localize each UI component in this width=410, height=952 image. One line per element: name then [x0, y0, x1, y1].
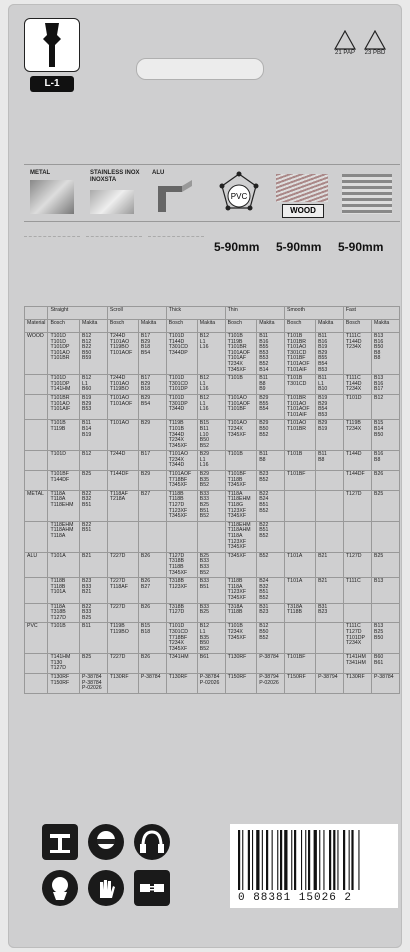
material-label: STAINLESS INOX INOXSTA — [90, 170, 140, 183]
blade-code-cell: T111C T144D T234X — [343, 375, 371, 395]
group-scroll: Scroll — [107, 307, 166, 320]
blade-code-cell: B21 — [316, 578, 344, 603]
blade-code-cell: T101B — [285, 451, 316, 471]
blade-code-cell: T227D T118AF — [107, 578, 138, 603]
blade-code-cell: T118B T118A T123XF T345XF — [225, 578, 257, 603]
blade-code-cell: B15 B18 — [138, 623, 166, 654]
blade-code-cell: B11 B8 — [316, 451, 344, 471]
blade-code-cell — [166, 521, 197, 552]
blade-code-cell: T345XF — [225, 552, 257, 577]
blade-code-cell: B29 B50 B52 — [257, 420, 285, 451]
recycle-number: 21 — [335, 50, 342, 56]
material-label: PVC — [230, 192, 248, 201]
blade-code-cell: P-38794 — [316, 674, 344, 694]
blade-code-cell: B13 — [372, 578, 400, 603]
blade-code-cell — [316, 521, 344, 552]
blade-code-cell: B19 B29 B54 B53 — [316, 394, 344, 419]
barcode-bars — [238, 830, 390, 890]
blade-code-cell: B23 B33 B21 — [80, 578, 108, 603]
brand-header: Bosch — [107, 320, 138, 333]
blade-code-cell: B31 B23 — [316, 603, 344, 623]
blade-code-cell: B17 B29 B18 B54 — [138, 333, 166, 375]
blade-code-cell — [138, 521, 166, 552]
blade-code-cell: T101BF T118B T345XF — [225, 471, 257, 491]
blade-code-cell: T150RF — [225, 674, 257, 694]
blade-code-cell: T101D T301CD T718BF T234X T345XF — [166, 623, 197, 654]
blade-code-cell: T318B T127D — [166, 603, 197, 623]
blade-code-cell: B12 L1 B60 — [80, 375, 108, 395]
recycle-pbd — [360, 30, 390, 56]
blade-code-cell — [343, 521, 371, 552]
material-cell — [25, 420, 48, 451]
barcode-bar — [277, 830, 278, 890]
barcode-bar — [337, 830, 338, 890]
blade-code-cell — [372, 521, 400, 552]
barcode-bar — [308, 830, 310, 890]
jigsaw-blade-icon — [25, 19, 79, 71]
blade-code-cell: B16 B8 — [372, 451, 400, 471]
material-cell — [25, 521, 48, 552]
blade-code-cell: T130RF T150RF — [48, 674, 80, 694]
blade-code-cell: B25 — [372, 490, 400, 521]
blade-code-cell: B11 L1 B10 — [316, 375, 344, 395]
blade-code-cell: B26 — [372, 471, 400, 491]
barcode-bar — [333, 830, 335, 890]
blade-code-cell: B33 B51 — [197, 578, 225, 603]
material-label: ALU — [152, 170, 165, 176]
material-cell — [25, 654, 48, 674]
brand-header-row — [25, 320, 400, 333]
barcode-bar — [238, 830, 240, 890]
blade-code-cell: B21 — [316, 552, 344, 577]
blade-code-cell — [316, 654, 344, 674]
blade-code-cell: B29 B19 — [316, 420, 344, 451]
blade-code-cell: T119B T234X — [343, 420, 371, 451]
blade-code-cell: B33 B25 — [197, 603, 225, 623]
blade-code-cell: T318A T118B — [225, 603, 257, 623]
blade-code-cell: P-38784 — [372, 674, 400, 694]
blade-code-cell: B29 — [138, 471, 166, 491]
blade-code-cell — [285, 623, 316, 654]
blade-code-cell: T127D — [343, 490, 371, 521]
blade-code-cell: B11 B8 B9 — [257, 375, 285, 395]
blade-code-cell: T101B T101BR T101AO T301CD T101BF T101AOF T101AIF — [285, 333, 316, 375]
stainless-swatch — [90, 190, 134, 214]
table-row — [25, 471, 400, 491]
barcode-bar — [280, 830, 282, 890]
blade-code-cell: T101B — [225, 375, 257, 395]
blade-code-cell: B60 B61 — [372, 654, 400, 674]
blade-code-cell — [285, 521, 316, 552]
blade-code-cell: T130RF — [343, 674, 371, 694]
blade-code-cell: T144D — [343, 451, 371, 471]
blade-code-cell: B19 B29 B53 — [80, 394, 108, 419]
blade-code-cell: T101BR T101AO T101AOF T101AIF — [285, 394, 316, 419]
recycle-triangle-icon — [334, 30, 356, 50]
model-code: L-1 — [30, 76, 74, 92]
blade-code-cell: T101B T301CD — [285, 375, 316, 395]
dust-mask-icon — [42, 870, 78, 906]
blade-code-cell: T119B T101B T344D T234X T345XF — [166, 420, 197, 451]
blade-code-cell: T227D — [107, 552, 138, 577]
blade-code-cell: T130RF — [107, 674, 138, 694]
wood-swatch — [276, 174, 328, 202]
blade-code-cell: B12 L1 L16 — [197, 333, 225, 375]
blade-code-cell: B33 B33 B25 B51 B52 — [197, 490, 225, 521]
blade-code-cell: B31 B23 — [257, 603, 285, 623]
blade-code-cell: T101AOF T718BF T345XF — [166, 471, 197, 491]
blade-code-cell: T118EHM T118AHM T118A — [48, 521, 80, 552]
material-label: WOOD — [282, 204, 324, 218]
blade-code-cell — [285, 490, 316, 521]
blade-code-cell: T341HM — [166, 654, 197, 674]
blade-code-cell: T101BR T101AO T101AIF — [48, 394, 80, 419]
blade-code-cell: B25 — [80, 471, 108, 491]
unplug-icon — [134, 870, 170, 906]
blade-code-cell: B25 — [372, 552, 400, 577]
brand-header: Makita — [257, 320, 285, 333]
blade-code-cell: T141HM T130 T127D — [48, 654, 80, 674]
barcode-bar — [305, 830, 306, 890]
blade-slot — [86, 236, 142, 277]
blade-code-cell: P-38784 — [257, 654, 285, 674]
recycle-label: PAP — [343, 50, 355, 56]
blade-code-cell: T101B — [225, 451, 257, 471]
blade-code-cell: B12 L1 B35 B50 B52 — [197, 623, 225, 654]
blade-code-cell — [316, 471, 344, 491]
blade-slot — [148, 236, 204, 277]
blade-code-cell: P-38784 P-02026 — [197, 674, 225, 694]
barcode-bar — [314, 830, 317, 890]
group-fast: Fast — [343, 307, 399, 320]
blister-card — [8, 4, 402, 948]
blade-code-cell: T227D — [107, 654, 138, 674]
laminate-swatch — [342, 174, 392, 214]
table-row — [25, 420, 400, 451]
blade-code-cell — [107, 521, 138, 552]
brand-header: Makita — [80, 320, 108, 333]
brand-header: Bosch — [225, 320, 257, 333]
material-alu — [148, 168, 206, 218]
blade-code-cell: T118B T118B T127D T123XF T345XF — [166, 490, 197, 521]
material-cell — [25, 578, 48, 603]
table-row — [25, 490, 400, 521]
blade-code-cell: B29 — [138, 420, 166, 451]
safety-eye — [88, 824, 124, 860]
blade-code-cell: B13 B16 B17 — [372, 375, 400, 395]
barcode-bar — [351, 830, 353, 890]
table-row — [25, 654, 400, 674]
table-row — [25, 578, 400, 603]
table-row — [25, 674, 400, 694]
blade-code-cell: B15 B11 L10 B50 B52 — [197, 420, 225, 451]
blade-code-cell: B25 B33 B33 B52 — [197, 552, 225, 577]
blade-code-cell: B12 — [372, 394, 400, 419]
barcode-bar — [284, 830, 287, 890]
blade-code-cell: T101D — [48, 451, 80, 471]
blade-code-cell: B26 B27 — [138, 578, 166, 603]
blade-code-cell: B22 B33 B25 — [80, 603, 108, 623]
barcode-bar — [262, 830, 263, 890]
material-label: METAL — [30, 170, 51, 176]
material-cell: METAL — [25, 490, 48, 521]
blade-code-cell — [316, 490, 344, 521]
brand-header: Makita — [316, 320, 344, 333]
brand-header: Bosch — [285, 320, 316, 333]
blade-code-cell: T101D T301CD T101DP — [166, 375, 197, 395]
blade-code-cell: T101BF — [285, 654, 316, 674]
blade-code-cell: B26 — [138, 603, 166, 623]
blade-code-cell: T101AO T101BR — [285, 420, 316, 451]
material-cell — [25, 603, 48, 623]
blade-code-cell: B12 — [80, 451, 108, 471]
blade-code-cell: T101D T144D T301CD T344DP — [166, 333, 197, 375]
blade-code-cell: B25 — [80, 654, 108, 674]
blade-code-cell: B23 B52 — [257, 471, 285, 491]
table-row — [25, 552, 400, 577]
blade-code-cell: T118A T118A T118EHM — [48, 490, 80, 521]
blade-code-cell: B21 — [80, 552, 108, 577]
blade-code-cell — [372, 603, 400, 623]
blade-code-cell: T127D — [343, 552, 371, 577]
material-cell — [25, 451, 48, 471]
blade-code-cell: T101A — [285, 552, 316, 577]
table-row — [25, 394, 400, 419]
table-body — [25, 333, 400, 694]
material-cell: ALU — [25, 552, 48, 577]
blade-code-cell: B61 — [197, 654, 225, 674]
blade-slot — [24, 236, 80, 277]
blade-code-cell: T111C T144D T234X — [343, 333, 371, 375]
barcode-bar — [266, 830, 268, 890]
barcode — [230, 824, 398, 908]
blade-code-cell: B22 B24 B51 B52 — [257, 490, 285, 521]
safety-unplug — [134, 870, 170, 906]
blade-code-cell: T144DF — [343, 471, 371, 491]
safety-gloves — [88, 870, 124, 906]
barcode-bar — [252, 830, 253, 890]
blade-code-cell: T101D T101D T101DP T101AO T101BR — [48, 333, 80, 375]
workpiece-clamp-icon — [42, 824, 78, 860]
blade-code-cell: P-38784 — [138, 674, 166, 694]
blade-code-cell: T101A — [48, 552, 80, 577]
blade-code-cell: B17 — [138, 451, 166, 471]
blade-code-cell: T111C T127D T101DP T234X — [343, 623, 371, 654]
blade-code-cell: B24 B32 B51 B52 — [257, 578, 285, 603]
barcode-bar — [294, 830, 296, 890]
blade-code-cell: T101AO T234X T344D — [166, 451, 197, 471]
blade-code-cell: T141HM T341HM — [343, 654, 371, 674]
blade-code-cell: T101D T101DP T141HM — [48, 375, 80, 395]
barcode-bar — [319, 830, 320, 890]
cut-depth-wood: 5-90mm — [276, 240, 322, 254]
material-cell — [25, 394, 48, 419]
blade-code-cell: T244D — [107, 451, 138, 471]
blade-code-cell: T130RF — [225, 654, 257, 674]
blade-code-cell: T101B T234X T345XF — [225, 623, 257, 654]
barcode-bar — [301, 830, 302, 890]
barcode-bar — [248, 830, 250, 890]
blade-code-cell — [197, 521, 225, 552]
blade-code-cell: T118EHM T118AHM T118A T123XF T345XF — [225, 521, 257, 552]
blade-code-cell: B11 B16 B55 B53 B53 B52 B14 — [257, 333, 285, 375]
brand-header: Material — [25, 320, 48, 333]
gloves-icon — [88, 870, 124, 906]
blade-code-cell: T150RF — [285, 674, 316, 694]
blade-code-cell: T244D T101AO T119BO T101AOF — [107, 333, 138, 375]
recycle-number: 23 — [364, 50, 372, 56]
blade-code-cell: T118B T118B T101A — [48, 578, 80, 603]
blade-code-cell: B12 L1 L16 — [197, 394, 225, 419]
eye-protection-icon — [88, 824, 124, 860]
blade-code-cell: B11 B14 B19 — [80, 420, 108, 451]
blade-code-cell: P-38794 P-02026 — [257, 674, 285, 694]
blade-code-cell: T227D — [107, 603, 138, 623]
blade-code-cell: T118A T318B T127D — [48, 603, 80, 623]
blade-code-cell: T318B T123XF — [166, 578, 197, 603]
group-header-row — [25, 307, 400, 320]
blade-code-cell: B12 L1 L16 — [197, 375, 225, 395]
ear-protection-icon — [134, 824, 170, 860]
blade-code-cell: T101BF T144DF — [48, 471, 80, 491]
blade-code-cell: T101AO T101AOF T101BF — [225, 394, 257, 419]
cut-depth-laminate: 5-90mm — [338, 240, 384, 254]
blade-code-cell: B52 — [257, 552, 285, 577]
recycle-pap — [330, 30, 360, 56]
blade-code-cell: T118AF T218A — [107, 490, 138, 521]
safety-ear — [134, 824, 170, 860]
blade-code-cell: P-38784 P-38784 P-02026 — [80, 674, 108, 694]
blade-code-cell: T244D T101AO T119BO — [107, 375, 138, 395]
blade-code-cell: B22 B51 — [80, 521, 108, 552]
barcode-bar — [329, 830, 331, 890]
barcode-bar — [343, 830, 345, 890]
blade-code-cell: B22 B51 B52 — [257, 521, 285, 552]
blade-code-cell: B29 B35 B52 — [197, 471, 225, 491]
blade-code-cell: T101D T301DP T344D — [166, 394, 197, 419]
safety-mask — [42, 870, 78, 906]
blade-code-cell: T101AO T234X T345XF — [225, 420, 257, 451]
barcode-bar — [291, 830, 292, 890]
blade-code-cell: T101B T119B T101BR T101AOF T101AF T234X T345XF — [225, 333, 257, 375]
blade-code-cell: B12 B12 B22 B50 B59 — [80, 333, 108, 375]
group-thick: Thick — [166, 307, 225, 320]
blade-code-cell: B13 B25 B50 — [372, 623, 400, 654]
blade-code-cell: T130RF — [166, 674, 197, 694]
table-row — [25, 375, 400, 395]
blade-code-cell: T144DF — [107, 471, 138, 491]
table-row — [25, 521, 400, 552]
material-laminate — [338, 168, 398, 218]
material-metal — [26, 168, 82, 218]
blade-code-cell: T318A T118B — [285, 603, 316, 623]
group-smooth: Smooth — [285, 307, 344, 320]
barcode-bar — [242, 830, 243, 890]
barcode-bar — [358, 830, 359, 890]
brand-header: Bosch — [343, 320, 371, 333]
group-straight: Straight — [48, 307, 107, 320]
table-row — [25, 623, 400, 654]
blade-code-cell: B11 B16 B19 B29 B55 B54 B53 — [316, 333, 344, 375]
recycle-triangle-icon — [364, 30, 386, 50]
blade-code-cell: T101BF — [285, 471, 316, 491]
blade-code-cell: B15 B14 B50 — [372, 420, 400, 451]
compatibility-table — [24, 306, 400, 694]
material-stainless — [86, 168, 144, 218]
material-cell: PVC — [25, 623, 48, 654]
alu-profile-icon — [152, 178, 202, 218]
table-row — [25, 603, 400, 623]
blade-code-cell: T119B T119BO — [107, 623, 138, 654]
blade-code-cell: B13 B16 B50 B8 B8 — [372, 333, 400, 375]
brand-header: Bosch — [48, 320, 80, 333]
material-cell: WOOD — [25, 333, 48, 375]
blade-code-cell: T101AO — [107, 420, 138, 451]
blade-code-cell: T127D T318B T118B T345XF — [166, 552, 197, 577]
pvc-molecule-icon — [214, 170, 264, 218]
blade-code-cell: B27 — [138, 490, 166, 521]
blade-code-cell: B22 B32 B51 — [80, 490, 108, 521]
blade-code-cell: B17 B29 B18 — [138, 375, 166, 395]
metal-swatch — [30, 180, 74, 214]
blade-code-cell: B29 L1 L16 — [197, 451, 225, 471]
brand-header: Makita — [197, 320, 225, 333]
brand-header: Makita — [372, 320, 400, 333]
barcode-bar — [349, 830, 350, 890]
blade-shank-logo — [24, 18, 80, 72]
barcode-bar — [272, 830, 273, 890]
blade-code-cell: B26 — [138, 552, 166, 577]
blade-code-cell: T111C — [343, 578, 371, 603]
brand-header: Makita — [138, 320, 166, 333]
blade-code-cell: T118A T118EHM T118G T123XF T345XF — [225, 490, 257, 521]
material-cell — [25, 674, 48, 694]
barcode-bar — [256, 830, 259, 890]
blade-code-cell: B12 B50 B52 — [257, 623, 285, 654]
material-cell — [25, 375, 48, 395]
safety-clamp — [42, 824, 78, 860]
blade-code-cell: T101A — [285, 578, 316, 603]
material-wood — [272, 168, 334, 218]
table-row — [25, 451, 400, 471]
table-row — [25, 333, 400, 375]
blade-code-cell — [316, 623, 344, 654]
blade-code-cell — [343, 603, 371, 623]
blade-code-cell: T101AO T101AOF — [107, 394, 138, 419]
blade-code-cell: B29 B54 — [138, 394, 166, 419]
barcode-digits: 0 88381 15026 2 — [238, 892, 353, 904]
blade-code-cell: B11 B8 — [257, 451, 285, 471]
blade-code-cell: T101B — [48, 623, 80, 654]
material-cell — [25, 471, 48, 491]
brand-header: Bosch — [166, 320, 197, 333]
cut-depth-pvc: 5-90mm — [214, 240, 260, 254]
group-thin: Thin — [225, 307, 284, 320]
barcode-bar — [323, 830, 324, 890]
blade-code-cell: T101D — [343, 394, 371, 419]
blade-code-cell: B26 — [138, 654, 166, 674]
blade-code-cell: B29 B55 B54 — [257, 394, 285, 419]
blade-code-cell: B11 — [80, 623, 108, 654]
blade-code-cell: T101B T119B — [48, 420, 80, 451]
group-header-blank — [25, 307, 48, 320]
hang-hole — [136, 58, 264, 80]
recycle-label: PBD — [373, 50, 386, 56]
material-pvc — [210, 168, 268, 218]
